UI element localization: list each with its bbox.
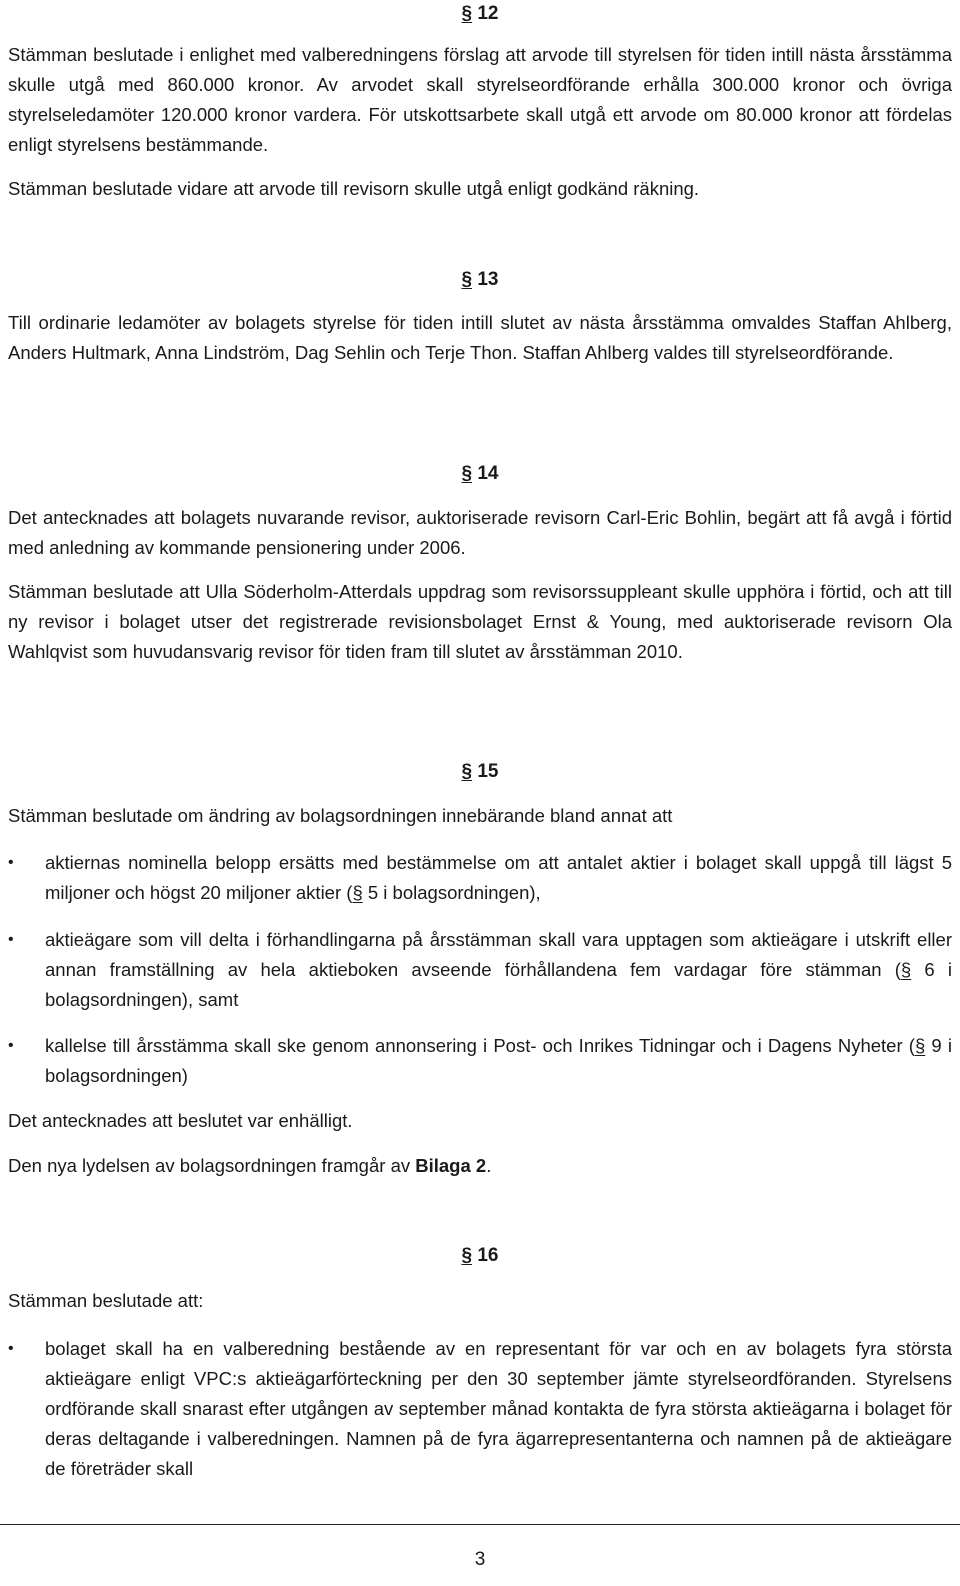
section-sign: § bbox=[461, 3, 473, 24]
section-15-note: Det antecknades att beslutet var enhälligt. bbox=[8, 1110, 353, 1131]
section-sign: § bbox=[461, 463, 473, 484]
section-15-attachment-note: Den nya lydelsen av bolagsordningen framgår av Bilaga 2. bbox=[8, 1155, 492, 1176]
list-item-text: kallelse till årsstämma skall ske genom annonsering i Post- och Inrikes Tidningar och i Dagens Nyheter (§ 9 i bolagsordningen) bbox=[45, 1035, 952, 1086]
section-12-heading bbox=[0, 2, 960, 26]
bullet-icon: • bbox=[8, 1037, 14, 1054]
list-item-text: aktiernas nominella belopp ersätts med bestämmelse om att antalet aktier i bolaget skall uppgå till lägst 5 miljoner och högst 20 miljoner aktier (§ 5 i bolagsordningen), bbox=[45, 852, 952, 903]
section-13-paragraph-1: Till ordinarie ledamöter av bolagets styrelse för tiden intill slutet av nästa årsstämma omvaldes Staffan Ahlberg, Anders Hultmark, Anna Lindström, Dag Sehlin och Terje Thon. Staffan Ahlberg valdes till styrelseordförande. bbox=[8, 312, 952, 363]
section-12-paragraph-1: Stämman beslutade i enlighet med valberedningens förslag att arvode till styrelsen för tiden intill nästa årsstämma skulle utgå med 860.000 kronor. Av arvodet skall styrelseordförande erhålla 300.000 kronor och övriga styrelseledamöter 120.000 kronor vardera. För utskottsarbete skall utgå ett arvode om 80.000 kronor att fördelas enligt styrelsens bestämmande. bbox=[8, 44, 952, 155]
section-12-paragraph-2: Stämman beslutade vidare att arvode till revisorn skulle utgå enligt godkänd räkning. bbox=[8, 178, 700, 199]
section-number: 14 bbox=[477, 463, 499, 484]
section-15-intro: Stämman beslutade om ändring av bolagsordningen innebärande bland annat att bbox=[8, 805, 673, 826]
section-sign: § bbox=[461, 269, 473, 290]
section-sign: § bbox=[352, 882, 363, 903]
footer-divider bbox=[0, 1524, 960, 1525]
section-14-paragraph-1: Det antecknades att bolagets nuvarande revisor, auktoriserade revisorn Carl-Eric Bohlin, begärt att få avgå i förtid med anledning av kommande pensionering under 2006. bbox=[8, 507, 952, 558]
section-sign: § bbox=[461, 761, 473, 782]
bullet-icon: • bbox=[8, 931, 14, 948]
bullet-icon: • bbox=[8, 854, 14, 871]
section-16-intro: Stämman beslutade att: bbox=[8, 1290, 204, 1311]
page-number: 3 bbox=[474, 1549, 486, 1570]
section-14-heading bbox=[0, 462, 960, 486]
section-sign: § bbox=[914, 1035, 926, 1056]
attachment-reference: Bilaga 2 bbox=[415, 1155, 487, 1176]
section-13-heading bbox=[0, 268, 960, 292]
list-item-text: aktieägare som vill delta i förhandlingarna på årsstämman skall vara upptagen som aktieägare i utskrift eller annan framställning av hela aktieboken avseende förhållandena fem vardagar före stämman (§ 6 i bolagsordningen), samt bbox=[45, 929, 952, 1010]
section-sign: § bbox=[900, 959, 912, 980]
section-15-heading bbox=[0, 760, 960, 784]
section-number: 16 bbox=[477, 1245, 499, 1266]
section-number: 15 bbox=[477, 761, 499, 782]
section-16-heading bbox=[0, 1244, 960, 1268]
list-item-text: bolaget skall ha en valberedning bestående av en representant för var och en av bolagets fyra största aktieägare enligt VPC:s aktieägarförteckning per den 30 september jämte styrelseordföranden. Styrelsens ordförande skall snarast efter utgången av september månad kontakta de fyra största aktieägarna i bolaget för deras deltagande i valberedningen. Namnen på de fyra ägarrepresentanterna och namnen på de aktieägare de företräder skall bbox=[45, 1338, 952, 1479]
section-number: 13 bbox=[477, 269, 499, 290]
section-14-paragraph-2: Stämman beslutade att Ulla Söderholm-Atterdals uppdrag som revisorssuppleant skulle upphöra i förtid, och att till ny revisor i bolaget utser det registrerade revisionsbolaget Ernst & Young, med auktoriserade revisorn Ola Wahlqvist som huvudansvarig revisor för tiden fram till slutet av årsstämman 2010. bbox=[8, 581, 952, 662]
section-sign: § bbox=[461, 1245, 473, 1266]
bullet-icon: • bbox=[8, 1340, 14, 1357]
section-number: 12 bbox=[477, 3, 499, 24]
